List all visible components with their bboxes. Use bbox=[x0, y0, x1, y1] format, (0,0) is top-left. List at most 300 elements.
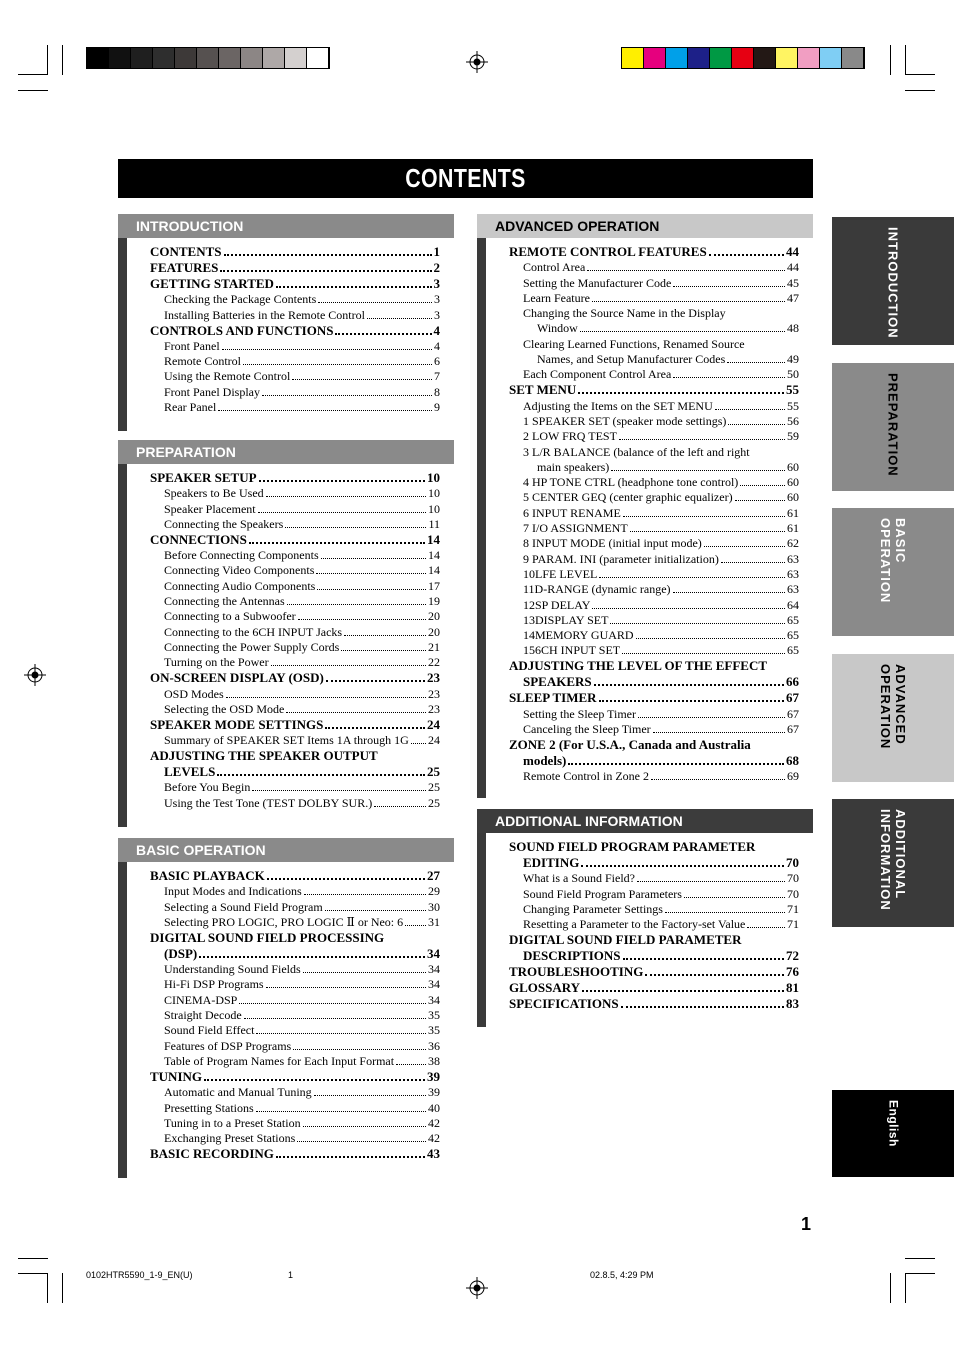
tab-label: ADDITIONAL INFORMATION bbox=[878, 809, 908, 911]
toc-entry-page: 65 bbox=[787, 612, 799, 627]
section-introduction bbox=[118, 214, 454, 431]
toc-entry bbox=[127, 977, 440, 992]
tab-label: PREPARATION bbox=[885, 373, 901, 477]
toc-entry-title: (DSP) bbox=[164, 945, 198, 961]
toc-entry bbox=[127, 1131, 440, 1146]
tab-label: ADVANCED OPERATION bbox=[878, 664, 908, 750]
toc-entry-title: Sound Field Effect bbox=[164, 1023, 255, 1038]
toc-entry bbox=[127, 946, 440, 962]
toc-entry-page: 22 bbox=[428, 655, 440, 670]
toc-entry-page: 68 bbox=[786, 753, 799, 769]
footer-date: 02.8.5, 4:29 PM bbox=[590, 1270, 654, 1280]
toc-entry-title: OSD Modes bbox=[164, 686, 224, 701]
dot-leader bbox=[298, 618, 426, 620]
toc-entry-title: DIGITAL SOUND FIELD PARAMETER bbox=[509, 932, 742, 948]
toc-entry bbox=[127, 517, 440, 532]
crop-mark bbox=[905, 74, 935, 75]
toc-entry-page: 59 bbox=[787, 429, 799, 444]
dot-leader bbox=[610, 622, 785, 624]
toc-entry bbox=[486, 244, 799, 260]
toc-entry bbox=[486, 567, 799, 582]
toc-entry bbox=[127, 717, 440, 733]
toc-entry-title: GLOSSARY bbox=[509, 980, 581, 996]
toc-entry-title: ZONE 2 (For U.S.A., Canada and Australia bbox=[509, 737, 751, 753]
toc-entry-page: 14 bbox=[428, 563, 440, 578]
toc-entry-title: CONNECTIONS bbox=[150, 531, 247, 547]
toc-entry bbox=[127, 384, 440, 399]
section-preparation bbox=[118, 440, 454, 827]
toc-entry bbox=[127, 670, 440, 686]
registration-mark-icon bbox=[24, 664, 46, 686]
toc-entry bbox=[486, 398, 799, 413]
dot-leader bbox=[226, 696, 426, 698]
toc-list bbox=[118, 464, 454, 827]
dot-leader bbox=[599, 699, 784, 702]
toc-entry bbox=[127, 1069, 440, 1085]
section-advanced-operation bbox=[477, 214, 813, 798]
toc-entry-page: 44 bbox=[786, 244, 799, 259]
toc-entry-page: 69 bbox=[787, 769, 799, 784]
dot-leader bbox=[325, 726, 425, 729]
toc-entry bbox=[127, 915, 440, 930]
dot-leader bbox=[286, 711, 426, 713]
toc-entry-page: 70 bbox=[786, 855, 799, 870]
dot-leader bbox=[581, 864, 784, 867]
toc-entry bbox=[486, 722, 799, 737]
toc-entry-title: What is a Sound Field? bbox=[523, 871, 635, 886]
toc-entry-page: 48 bbox=[787, 321, 799, 336]
toc-entry-title: Automatic and Manual Tuning bbox=[164, 1085, 312, 1100]
toc-entry-page: 83 bbox=[786, 996, 799, 1012]
toc-entry-title: 1 SPEAKER SET (speaker mode settings) bbox=[523, 413, 727, 428]
toc-entry bbox=[486, 948, 799, 964]
toc-entry bbox=[127, 624, 440, 639]
color-swatch bbox=[109, 48, 131, 68]
toc-entry-page: 61 bbox=[787, 505, 799, 520]
toc-entry bbox=[486, 306, 799, 321]
toc-entry bbox=[127, 686, 440, 701]
toc-entry bbox=[486, 382, 799, 398]
toc-entry-title: Straight Decode bbox=[164, 1008, 242, 1023]
dot-leader bbox=[344, 634, 426, 636]
toc-list bbox=[118, 862, 454, 1178]
toc-entry bbox=[486, 505, 799, 520]
dot-leader bbox=[637, 880, 785, 882]
toc-entry-title: 14MEMORY GUARD bbox=[523, 628, 634, 643]
toc-entry bbox=[127, 578, 440, 593]
toc-entry bbox=[486, 260, 799, 275]
dot-leader bbox=[266, 986, 426, 988]
toc-entry-title: Clearing Learned Functions, Renamed Source bbox=[523, 336, 745, 351]
toc-entry-title: Speaker Placement bbox=[164, 501, 256, 516]
toc-entry-page: 30 bbox=[428, 899, 440, 914]
toc-entry-title: Each Component Control Area bbox=[523, 367, 672, 382]
tab-english bbox=[832, 1090, 954, 1177]
tab-label: BASIC OPERATION bbox=[878, 518, 908, 604]
toc-entry-page: 71 bbox=[787, 917, 799, 932]
dot-leader bbox=[638, 716, 785, 718]
toc-entry-title: Selecting the OSD Mode bbox=[164, 701, 285, 716]
dot-leader bbox=[262, 394, 432, 396]
toc-entry-page: 14 bbox=[428, 548, 440, 563]
tab-preparation bbox=[832, 363, 954, 491]
toc-list bbox=[477, 238, 813, 798]
dot-leader bbox=[266, 495, 426, 497]
toc-entry bbox=[127, 292, 440, 307]
dot-leader bbox=[276, 1155, 425, 1158]
toc-entry-page: 42 bbox=[428, 1115, 440, 1130]
toc-entry-title: Turning on the Power bbox=[164, 655, 269, 670]
footer-page: 1 bbox=[288, 1270, 294, 1280]
dot-leader bbox=[204, 1078, 425, 1081]
toc-entry-title: 3 L/R BALANCE (balance of the left and right bbox=[523, 444, 750, 459]
toc-entry-page: 10 bbox=[427, 470, 440, 485]
toc-entry-page: 70 bbox=[787, 886, 799, 901]
dot-leader bbox=[673, 285, 785, 287]
toc-entry bbox=[486, 737, 799, 753]
toc-entry-page: 21 bbox=[428, 639, 440, 654]
toc-entry bbox=[486, 980, 799, 996]
toc-entry bbox=[486, 917, 799, 932]
toc-entry-page: 8 bbox=[434, 384, 440, 399]
toc-entry bbox=[486, 582, 799, 597]
toc-entry-title: Selecting PRO LOGIC, PRO LOGIC Ⅱ or Neo: 6 bbox=[164, 914, 404, 929]
dot-leader bbox=[747, 926, 785, 928]
toc-entry-page: 56 bbox=[787, 413, 799, 428]
dot-leader bbox=[704, 545, 785, 547]
toc-entry bbox=[486, 536, 799, 551]
toc-entry bbox=[486, 628, 799, 643]
toc-entry bbox=[127, 307, 440, 322]
dot-leader bbox=[623, 515, 785, 517]
dot-leader bbox=[256, 1032, 426, 1034]
toc-entry bbox=[127, 470, 440, 486]
toc-entry bbox=[127, 354, 440, 369]
toc-entry-page: 72 bbox=[786, 948, 799, 964]
toc-entry bbox=[127, 548, 440, 563]
toc-entry-page: 60 bbox=[787, 475, 799, 490]
toc-entry-title: Canceling the Sleep Timer bbox=[523, 722, 651, 737]
dot-leader bbox=[630, 530, 785, 532]
dot-leader bbox=[396, 1063, 426, 1065]
toc-entry-title: SPECIFICATIONS bbox=[509, 996, 619, 1012]
toc-entry-title: Understanding Sound Fields bbox=[164, 962, 301, 977]
toc-entry bbox=[127, 486, 440, 501]
toc-list bbox=[118, 238, 454, 431]
toc-entry-page: 47 bbox=[787, 290, 799, 305]
color-swatch bbox=[197, 48, 219, 68]
toc-entry-page: 50 bbox=[787, 367, 799, 382]
toc-entry-title: Presetting Stations bbox=[164, 1100, 254, 1115]
toc-entry-page: 64 bbox=[787, 597, 799, 612]
toc-entry-title: Adjusting the Items on the SET MENU bbox=[523, 398, 713, 413]
dot-leader bbox=[727, 361, 785, 363]
color-swatch bbox=[776, 48, 798, 68]
toc-entry-page: 76 bbox=[786, 964, 799, 980]
dot-leader bbox=[622, 652, 785, 654]
toc-entry-page: 60 bbox=[787, 490, 799, 505]
color-swatch bbox=[754, 48, 776, 68]
toc-entry-title: SOUND FIELD PROGRAM PARAMETER bbox=[509, 839, 756, 854]
dot-leader bbox=[653, 731, 785, 733]
toc-entry-title: LEVELS bbox=[164, 764, 216, 780]
dot-leader bbox=[304, 893, 426, 895]
crop-mark bbox=[62, 1273, 63, 1303]
toc-entry-title: Input Modes and Indications bbox=[164, 884, 302, 899]
dot-leader bbox=[665, 911, 785, 913]
toc-entry bbox=[127, 532, 440, 548]
dot-leader bbox=[580, 330, 785, 332]
toc-entry-page: 35 bbox=[428, 1008, 440, 1023]
toc-entry-page: 49 bbox=[787, 352, 799, 367]
toc-entry bbox=[127, 1100, 440, 1115]
toc-entry-page: 24 bbox=[427, 716, 440, 732]
toc-entry-title: Connecting the Antennas bbox=[164, 594, 285, 609]
dot-leader bbox=[592, 607, 785, 609]
dot-leader bbox=[276, 285, 432, 288]
toc-entry bbox=[486, 658, 799, 674]
gray-scale-bar bbox=[86, 47, 330, 69]
toc-entry bbox=[127, 339, 440, 354]
toc-entry bbox=[127, 899, 440, 914]
dot-leader bbox=[199, 955, 425, 958]
toc-entry bbox=[127, 748, 440, 764]
dot-leader bbox=[587, 269, 785, 271]
color-swatch bbox=[622, 48, 644, 68]
dot-leader bbox=[715, 408, 785, 410]
toc-entry bbox=[486, 932, 799, 948]
toc-entry-page: 34 bbox=[428, 992, 440, 1007]
crop-mark bbox=[18, 1258, 48, 1259]
crop-mark bbox=[18, 90, 48, 91]
toc-entry-title: Before Connecting Components bbox=[164, 548, 319, 563]
toc-entry-title: Front Panel Display bbox=[164, 384, 260, 399]
toc-entry-title: Connecting the Speakers bbox=[164, 516, 284, 531]
toc-entry-page: 67 bbox=[787, 722, 799, 737]
dot-leader bbox=[321, 557, 426, 559]
dot-leader bbox=[220, 269, 431, 272]
toc-entry-title: Exchanging Preset Stations bbox=[164, 1131, 296, 1146]
toc-entry bbox=[486, 643, 799, 658]
toc-entry-page: 67 bbox=[787, 706, 799, 721]
toc-entry-page: 66 bbox=[786, 674, 799, 690]
toc-entry-page: 39 bbox=[427, 1068, 440, 1084]
toc-entry bbox=[486, 674, 799, 690]
toc-entry-page: 40 bbox=[428, 1100, 440, 1115]
toc-entry bbox=[127, 276, 440, 292]
toc-entry bbox=[486, 275, 799, 290]
dot-leader bbox=[325, 909, 426, 911]
tab-label: English bbox=[886, 1100, 901, 1147]
dot-leader bbox=[318, 301, 432, 303]
toc-entry bbox=[486, 551, 799, 566]
toc-entry bbox=[127, 780, 440, 795]
dot-leader bbox=[256, 1110, 426, 1112]
toc-entry bbox=[486, 336, 799, 351]
toc-entry-title: Installing Batteries in the Remote Control bbox=[164, 307, 365, 322]
toc-entry bbox=[127, 1023, 440, 1038]
toc-entry-title: FEATURES bbox=[150, 260, 219, 275]
toc-entry-title: Features of DSP Programs bbox=[164, 1038, 292, 1053]
dot-leader bbox=[303, 1125, 426, 1127]
toc-entry bbox=[127, 323, 440, 339]
toc-entry bbox=[486, 521, 799, 536]
dot-leader bbox=[582, 989, 784, 992]
toc-entry-page: 19 bbox=[428, 594, 440, 609]
toc-entry-title: SPEAKERS bbox=[523, 674, 592, 690]
registration-mark-icon bbox=[466, 1277, 488, 1299]
toc-entry-page: 3 bbox=[433, 276, 440, 291]
crop-mark bbox=[905, 45, 906, 75]
toc-entry-title: Window bbox=[537, 321, 578, 336]
dot-leader bbox=[367, 317, 432, 319]
dot-leader bbox=[244, 1017, 426, 1019]
page-title: CONTENTS bbox=[118, 159, 813, 198]
dot-leader bbox=[621, 1005, 784, 1008]
section-heading: INTRODUCTION bbox=[118, 214, 454, 238]
toc-entry-page: 67 bbox=[786, 690, 799, 706]
toc-entry-page: 3 bbox=[434, 292, 440, 307]
toc-entry bbox=[127, 400, 440, 415]
toc-entry-title: Control Area bbox=[523, 260, 586, 275]
dot-leader bbox=[224, 253, 432, 256]
toc-entry bbox=[486, 855, 799, 871]
toc-entry bbox=[486, 475, 799, 490]
toc-entry-title: Resetting a Parameter to the Factory-set Value bbox=[523, 917, 746, 932]
toc-entry bbox=[127, 609, 440, 624]
toc-entry-title: SLEEP TIMER bbox=[509, 690, 597, 706]
toc-entry-page: 9 bbox=[434, 400, 440, 415]
dot-leader bbox=[709, 253, 784, 256]
dot-leader bbox=[326, 679, 425, 682]
toc-entry bbox=[486, 429, 799, 444]
toc-entry-title: Rear Panel bbox=[164, 400, 217, 415]
crop-mark bbox=[890, 45, 891, 75]
toc-entry bbox=[127, 992, 440, 1007]
toc-entry-page: 70 bbox=[787, 871, 799, 886]
dot-leader bbox=[243, 363, 432, 365]
toc-entry bbox=[127, 260, 440, 276]
dot-leader bbox=[721, 561, 785, 563]
dot-leader bbox=[239, 1002, 426, 1004]
dot-leader bbox=[218, 409, 432, 411]
toc-entry bbox=[127, 640, 440, 655]
toc-entry-title: Names, and Setup Manufacturer Codes bbox=[537, 352, 726, 367]
page-number: 1 bbox=[801, 1214, 812, 1234]
dot-leader bbox=[303, 971, 426, 973]
dot-leader bbox=[623, 957, 784, 960]
toc-entry-page: 55 bbox=[787, 398, 799, 413]
toc-entry-title: Summary of SPEAKER SET Items 1A through 1G bbox=[164, 733, 409, 748]
toc-entry-title: 7 I/O ASSIGNMENT bbox=[523, 521, 628, 536]
toc-entry bbox=[127, 1008, 440, 1023]
color-swatch bbox=[219, 48, 241, 68]
toc-entry bbox=[127, 733, 440, 748]
toc-entry bbox=[127, 702, 440, 717]
toc-entry-title: BASIC PLAYBACK bbox=[150, 868, 265, 883]
dot-leader bbox=[651, 778, 785, 780]
crop-mark bbox=[18, 1273, 48, 1274]
toc-entry bbox=[486, 321, 799, 336]
toc-entry bbox=[127, 1085, 440, 1100]
dot-leader bbox=[619, 438, 785, 440]
color-swatch bbox=[798, 48, 820, 68]
toc-entry-page: 25 bbox=[428, 780, 440, 795]
tab-basic-operation bbox=[832, 508, 954, 636]
toc-entry-title: DESCRIPTIONS bbox=[523, 948, 621, 964]
crop-mark bbox=[18, 74, 48, 75]
toc-entry-page: 27 bbox=[427, 868, 440, 883]
toc-entry-title: SET MENU bbox=[509, 382, 577, 398]
toc-entry bbox=[486, 690, 799, 706]
toc-entry-title: 6 INPUT RENAME bbox=[523, 505, 621, 520]
toc-entry-title: Checking the Package Contents bbox=[164, 292, 317, 307]
toc-entry-title: BASIC RECORDING bbox=[150, 1146, 274, 1162]
toc-entry bbox=[127, 962, 440, 977]
toc-entry bbox=[486, 613, 799, 628]
toc-entry bbox=[127, 655, 440, 670]
toc-entry-page: 63 bbox=[787, 582, 799, 597]
footer-file: 0102HTR5590_1-9_EN(U) bbox=[86, 1270, 193, 1280]
toc-entry-page: 2 bbox=[433, 260, 440, 275]
dot-leader bbox=[645, 973, 784, 976]
dot-leader bbox=[374, 805, 426, 807]
toc-entry-page: 29 bbox=[428, 884, 440, 899]
toc-entry bbox=[486, 996, 799, 1012]
dot-leader bbox=[636, 637, 785, 639]
toc-entry bbox=[127, 930, 440, 946]
toc-entry-title: 2 LOW FRQ TEST bbox=[523, 429, 617, 444]
toc-entry-title: Using the Test Tone (TEST DOLBY SUR.) bbox=[164, 795, 373, 810]
registration-mark-icon bbox=[466, 51, 488, 73]
color-swatch bbox=[263, 48, 285, 68]
dot-leader bbox=[271, 664, 426, 666]
dot-leader bbox=[673, 591, 785, 593]
toc-entry-title: TUNING bbox=[150, 1068, 203, 1084]
toc-entry-page: 25 bbox=[428, 795, 440, 810]
toc-entry bbox=[486, 964, 799, 980]
toc-entry-page: 55 bbox=[786, 382, 799, 398]
dot-leader bbox=[217, 773, 425, 776]
toc-entry-title: ADJUSTING THE LEVEL OF THE EFFECT bbox=[509, 658, 768, 674]
dot-leader bbox=[316, 572, 426, 574]
section-heading: PREPARATION bbox=[118, 440, 454, 464]
toc-entry bbox=[486, 490, 799, 505]
toc-entry-title: 13DISPLAY SET bbox=[523, 612, 609, 627]
toc-entry-title: DIGITAL SOUND FIELD PROCESSING bbox=[150, 929, 385, 945]
tab-introduction bbox=[832, 217, 954, 345]
toc-entry-page: 10 bbox=[428, 486, 440, 501]
toc-entry-page: 60 bbox=[787, 459, 799, 474]
tab-additional-information bbox=[832, 799, 954, 927]
toc-entry-title: 10LFE LEVEL bbox=[523, 566, 598, 581]
color-swatch bbox=[820, 48, 842, 68]
dot-leader bbox=[335, 332, 431, 335]
color-swatch bbox=[644, 48, 666, 68]
toc-entry-title: Front Panel bbox=[164, 338, 220, 353]
toc-entry-title: 156CH INPUT SET bbox=[523, 643, 621, 658]
toc-entry-title: 9 PARAM. INI (parameter initialization) bbox=[523, 551, 719, 566]
toc-entry-title: Selecting a Sound Field Program bbox=[164, 899, 323, 914]
toc-entry-title: Changing Parameter Settings bbox=[523, 901, 663, 916]
toc-entry-page: 62 bbox=[787, 536, 799, 551]
toc-entry-page: 4 bbox=[434, 338, 440, 353]
toc-entry-title: Learn Feature bbox=[523, 290, 590, 305]
dot-leader bbox=[287, 603, 426, 605]
toc-entry-title: ADJUSTING THE SPEAKER OUTPUT bbox=[150, 748, 378, 764]
toc-entry-page: 14 bbox=[427, 531, 440, 547]
dot-leader bbox=[684, 896, 785, 898]
